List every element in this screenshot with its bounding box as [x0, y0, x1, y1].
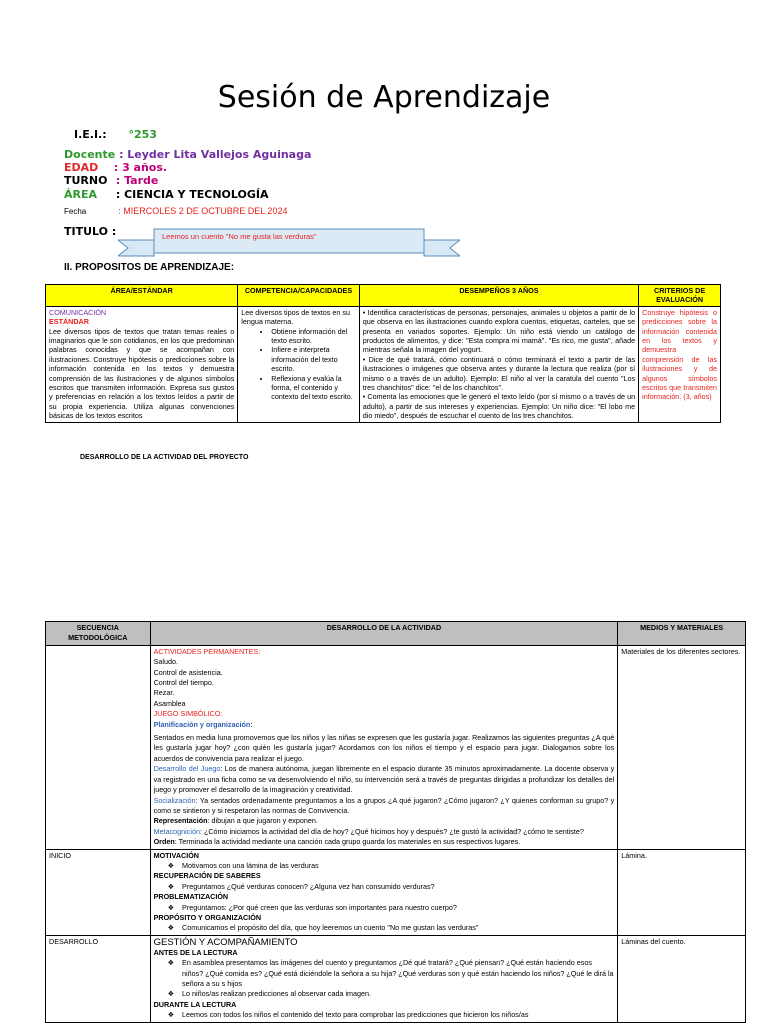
capacidad-item: • Reflexiona y evalúa la forma, el contenido y contexto del texto escrito. — [271, 374, 355, 402]
criterios-cell: Construye hipótesis o predicciones sobre la información contenida en los textos y demuestra comprensión de las ilustraciones y de algunos símbolos escritos que transmiten información. (3, años) — [639, 306, 721, 422]
col-criterios: CRITERIOS DE EVALUACIÓN — [639, 285, 721, 307]
desempeno-item: • Identifica características de personas, personajes, animales u objetos a partir de lo que observa en las ilustraciones cuando explora cuentos, etiquetas, carteles, que se presenta en variados soportes. Ejemplo: Un niño está viendo un catálogo de productos de alimentos, y dice: "Esta compra mi mamá". "Es rico, me gusta", añade mientras señala la imagen del yogurt. — [362, 307, 636, 355]
des-label: Desarrollo del Juego — [153, 764, 221, 774]
list-item: ❖ Motivamos con una lámina de las verduras — [154, 861, 615, 871]
turno-label: TURNO — [64, 174, 108, 187]
capacidad-item: • Infiere e interpreta información del texto escrito. — [271, 345, 355, 373]
list-item-text: En asamblea presentamos las imágenes del cuento y preguntamos ¿Dé qué tratará? ¿Qué piensan? ¿Qué están haciendo esos niños? ¿Qué comida es? ¿Qué está diciéndole la señora a su hija? ¿Qué verduras son y qué están haciendo los niños? ¿Qué le dirá la señora a su s hijos — [182, 958, 614, 988]
list-item: Rezar. — [153, 688, 175, 698]
docente-value: : Leyder Lita Vallejos Aguinaga — [119, 148, 312, 161]
table-row — [46, 849, 746, 935]
soc-text: : Ya sentados ordenadamente preguntamos a los a grupos ¿A qué jugaron? ¿Cómo jugaron? ¿Y quienes conforman su grupo? y como se sintieron y si respetaron las normas de Convivencia. — [153, 795, 615, 815]
estandar-text: Lee diversos tipos de textos que tratan temas reales o imaginarios que le son cotidianos, en los que predominan palabras conocidas y que se acompañan con ilustraciones. Construye hipótesis o predicciones sobre la información contenida en los textos y demuestra comprensión de las ilustraciones y de algunos símbolos escritos que transmiten información. Expresa sus gustos y preferencias en relación a los textos leídos a partir de su propia experiencia. Utiliza algunas convenciones básicas de los textos escritos — [49, 326, 235, 421]
mot-label: MOTIVACIÓN — [153, 850, 199, 860]
section-ii-heading: II. PROPOSITOS DE APRENDIZAJE: — [64, 262, 235, 273]
list-item: Asamblea — [153, 698, 186, 708]
desempenos-cell — [359, 306, 638, 422]
secuencia-cell — [46, 645, 151, 849]
desempeno-item: • Dice de qué tratará, cómo continuará o cómo terminará el texto a partir de las ilustraciones o imágenes que observa antes y durante la lectura que realiza (por sí mismo o a través de un adulto). Ejemplo: El niño al ver la caratula del cuento "Los tres chanchitos" dice: "el de los chanchitos". — [362, 354, 636, 393]
fecha-value: : MIERCOLES 2 DE OCTUBRE DEL 2024 — [118, 206, 288, 216]
durante-label: DURANTE LA LECTURA — [153, 999, 237, 1009]
col-area: ÁREA/ESTÁNDAR — [46, 285, 238, 307]
desempeno-item: • Comenta las emociones que le generó el texto leído (por sí mismo o a través de un adulto), a partir de sus intereses y experiencias. Ejemplo: Un niño dice: "El lobo me dio miedo", después de escuchar el cuento de los tres chanchitos. — [362, 392, 636, 421]
juego-label: JUEGO SIMBÓLICO: — [153, 709, 223, 719]
list-item — [154, 958, 615, 989]
list-item: ❖ Preguntamos ¿Qué verduras conocen? ¿Alguna vez han consumido verduras? — [154, 882, 615, 892]
table-row — [46, 645, 746, 849]
competencia-text: Lee diversos tipos de textos en su lengua materna. — [241, 307, 350, 327]
ord-text: : Terminada la actividad mediante una canción cada grupo guarda los materiales en sus respectivos lugares. — [174, 837, 521, 847]
desarrollo-heading: DESARROLLO DE LA ACTIVIDAD DEL PROYECTO — [80, 454, 249, 461]
col-competencia: COMPETENCIA/CAPACIDADES — [238, 285, 359, 307]
edad-value: : 3 años. — [113, 161, 168, 174]
turno-row — [64, 174, 158, 187]
iei-label: I.E.I.: — [74, 128, 107, 141]
prob-label: PROBLEMATIZACIÓN — [153, 892, 229, 902]
fecha-label: Fecha — [64, 207, 87, 216]
titulo-label: TITULO : — [64, 225, 117, 238]
secuencia-cell: DESARROLLO — [46, 935, 151, 1022]
area-row — [64, 188, 269, 201]
docente-label: Docente — [64, 148, 116, 161]
competencia-cell — [238, 306, 359, 422]
rep-text: : dibujan a que jugaron y exponen. — [207, 816, 318, 826]
col-desempenos: DESEMPEÑOS 3 AÑOS — [359, 285, 638, 307]
area-cell — [46, 306, 238, 422]
capacidad-item: • Obtiene información del texto escrito. — [271, 327, 355, 346]
desarrollo-cell — [150, 935, 618, 1022]
list-item: Saludo. — [153, 657, 178, 667]
col-desarrollo: DESARROLLO DE LA ACTIVIDAD — [150, 622, 618, 646]
docente-row — [64, 148, 311, 161]
secuencia-cell: INICIO — [46, 849, 151, 935]
list-item: Control del tiempo. — [153, 678, 214, 688]
iei-row — [74, 128, 157, 141]
fecha-row — [64, 206, 287, 216]
col-secuencia: SECUENCIA METODOLÓGICA — [46, 622, 151, 646]
area-value: : CIENCIA Y TECNOLOGÍA — [115, 188, 269, 201]
antes-label: ANTES DE LA LECTURA — [153, 947, 238, 957]
propositos-table — [45, 284, 721, 423]
meta-text: : ¿Cómo iniciamos la actividad del día de hoy? ¿Qué hicimos hoy y después? ¿te gustó la actividad? ¿cómo te sentiste? — [199, 826, 584, 836]
titulo-value: Leemos un cuento "No me gusta las verduras" — [162, 232, 317, 241]
list-item: ❖ Preguntamos: ¿Por qué creen que las verduras son importantes para nuestro cuerpo? — [154, 903, 615, 913]
prop-label: PROPÓSITO Y ORGANIZACIÓN — [153, 912, 262, 922]
des-text: : Los de manera autónoma, juegan libremente en el espacio durante 35 minutos aproximadamente. La docente observa y va registrado en una ficha como se va desenvolviendo el niño, su intervención será a través de preguntas dirigidas a profundizar los detalles del juego y promover el desarrollo de la imaginación y creatividad. — [153, 764, 615, 795]
gest-label: GESTIÓN Y ACOMPAÑAMIENTO — [153, 936, 298, 948]
list-item: ❖ Leemos con todos los niños el contenido del texto para comprobar las predicciones que hicieron los niños/as — [154, 1010, 615, 1020]
soc-label: Socialización — [153, 795, 196, 805]
medios-cell: Láminas del cuento. — [618, 935, 746, 1022]
actividad-table — [45, 621, 746, 1023]
desarrollo-cell — [150, 849, 618, 935]
meta-label: Metacognición — [153, 826, 200, 836]
ord-label: Orden — [153, 837, 175, 847]
desarrollo-cell — [150, 645, 618, 849]
plan-text: Sentados en media luna promovemos que los niños y las niñas se expresen que les gustaría jugar. Realizamos las siguientes preguntas ¿A qué les gustaría jugar hoy? ¿con quién les gustaría jugar? Acordamos con los niños el tiempo y el espacio para jugar. Dialogamos sobre los acuerdos de convivencia para realizar el juego. — [153, 733, 615, 763]
page-title: Sesión de Aprendizaje — [217, 80, 551, 115]
edad-label: EDAD — [64, 161, 99, 174]
rep-label: Representación — [153, 816, 208, 826]
medios-cell: Lámina. — [618, 849, 746, 935]
diamond-icon: ❖ — [167, 958, 175, 968]
medios-cell: Materiales de los diferentes sectores. — [618, 645, 746, 849]
estandar-label: ESTÁNDAR — [49, 317, 89, 327]
area-label: ÁREA — [64, 188, 98, 201]
list-item: Control de asistencia. — [153, 667, 223, 677]
perm-label: ACTIVIDADES PERMANENTES: — [153, 646, 261, 656]
turno-value: : Tarde — [115, 174, 159, 187]
list-item: ❖ Comunicamos el propósito del día, que hoy leeremos un cuento "No me gustan las verduras" — [154, 923, 615, 933]
rec-label: RECUPERACIÓN DE SABERES — [153, 871, 261, 881]
col-medios: MEDIOS Y MATERIALES — [618, 622, 746, 646]
edad-row — [64, 161, 167, 174]
table-row — [46, 935, 746, 1022]
plan-label: Planificación y organización: — [153, 719, 253, 729]
area-name: COMUNICACIÓN — [49, 307, 107, 317]
list-item: ❖ Lo niños/as realizan predicciones al observar cada imagen. — [154, 989, 615, 999]
iei-value: °253 — [128, 128, 157, 141]
